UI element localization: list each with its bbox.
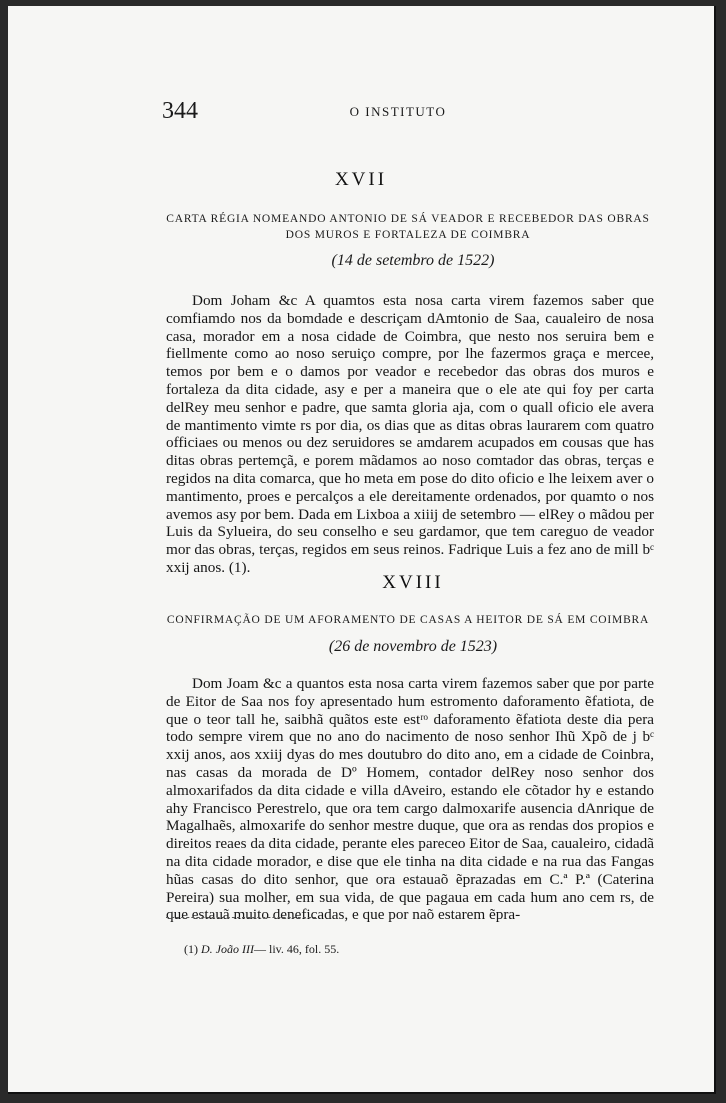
running-title: O INSTITUTO	[349, 104, 447, 119]
section-title-line: DOS MUROS E FORTALEZA DE COIMBRA	[285, 229, 531, 241]
section-title	[158, 612, 658, 628]
page-header	[158, 98, 638, 128]
footnote-marker: (1)	[184, 942, 198, 956]
section-body	[166, 292, 654, 577]
section-title-line: CARTA RÉGIA NOMEANDO ANTONIO DE SÁ VEADOR E RECEBEDOR DAS OBRAS	[166, 213, 650, 225]
footnote-divider	[166, 917, 316, 918]
section-number: XVIII	[382, 572, 444, 593]
section-date: (14 de setembro de 1522)	[331, 252, 495, 269]
body-paragraph: Dom Joam &c a quantos esta nosa carta virem fazemos saber que por parte de Eitor de Saa nos foy apresentado hum estromento daforamento ẽfatiota, de que o teor tall he, saibhã quãtos este estʳᵒ daforamento ẽfatiota deste dia pera todo sempre virem que no ano do nacimento de noso senhor Ihũ Xpõ de j bᶜ xxij anos, aos xxiij dyas do mes doutubro do dito ano, em a cidade de Coinbra, nas casas da morada de Dº Homem, contador delRey noso senhor dos almoxarifados da dita cidade e villa dAveiro, estando ele cõtador hy e estando ahy Francisco Perestrelo, que ora tem cargo dalmoxarife ausencia dAnrique de Magalhaẽs, almoxarife do senhor mestre duque, que ora as rendas dos propios e direitos reaes da dita cidade, perante eles pareceo Eitor de Saa, caualeiro, cidadã na dita cidade morador, e dise que ele tinha na dita cidade e na rua das Fangas hũas casas do dito senhor, que ora estauaõ ẽprazadas em C.ª P.ª (Caterina Pereira) sua molher, em sua vida, de que pagaua em cada hum ano cem rs, de que estauã muito deneficadas, e que por naõ estarem ẽpra-	[166, 675, 654, 924]
section-title-line: CONFIRMAÇÃO DE UM AFORAMENTO DE CASAS A HEITOR DE SÁ EM COIMBRA	[166, 614, 650, 626]
footnote	[184, 942, 339, 957]
footnote-reference: — liv. 46, fol. 55.	[253, 942, 340, 956]
section-body	[166, 675, 654, 924]
section-date: (26 de novembro de 1523)	[328, 638, 498, 655]
book-page	[8, 6, 716, 1094]
page-number: 344	[162, 98, 198, 124]
section-number: XVII	[334, 169, 388, 190]
section-title	[158, 211, 658, 243]
footnote-source: D. João III	[201, 942, 254, 956]
body-paragraph: Dom Joham &c A quamtos esta nosa carta virem fazemos saber que comfiamdo nos da bomdade e descriçam dAmtonio de Saa, caualeiro de nosa casa, morador em a nosa cidade de Coimbra, que nesto nos seruira bem e fiellmente como ao noso seruiço compre, por lhe fazermos graça e mercee, temos por bem e o damos por veador e recebedor das obras dos muros e fortaleza da dita cidade, asy e per a maneira que o ele ate qui foy per carta delRey meu senhor e padre, que samta gloria aja, com o quall oficio ele avera de mantimento vimte rs por dia, os dias que as ditas obras laurarem com quatro officiaes ou menos ou dez seruidores se amdarem acupados em cousas que has ditas obras pertemçã, e porem mãdamos ao noso comtador das obras, terças e regidos na dita comarca, que ho meta em pose do dito oficio e lhe leixem aver o mantimento, proes e percalços a ele dereitamente ordenados, por quamto o nos avemos asy por bem. Dada em Lixboa a xiiij de setembro — elRey o mãdou per Luis da Sylueira, do seu conselho e seu gardamor, que tem careguo de veador mor das obras, terças, regidos em seus reinos. Fadrique Luis a fez ano de mill bᶜ xxij anos. (1).	[166, 292, 654, 576]
